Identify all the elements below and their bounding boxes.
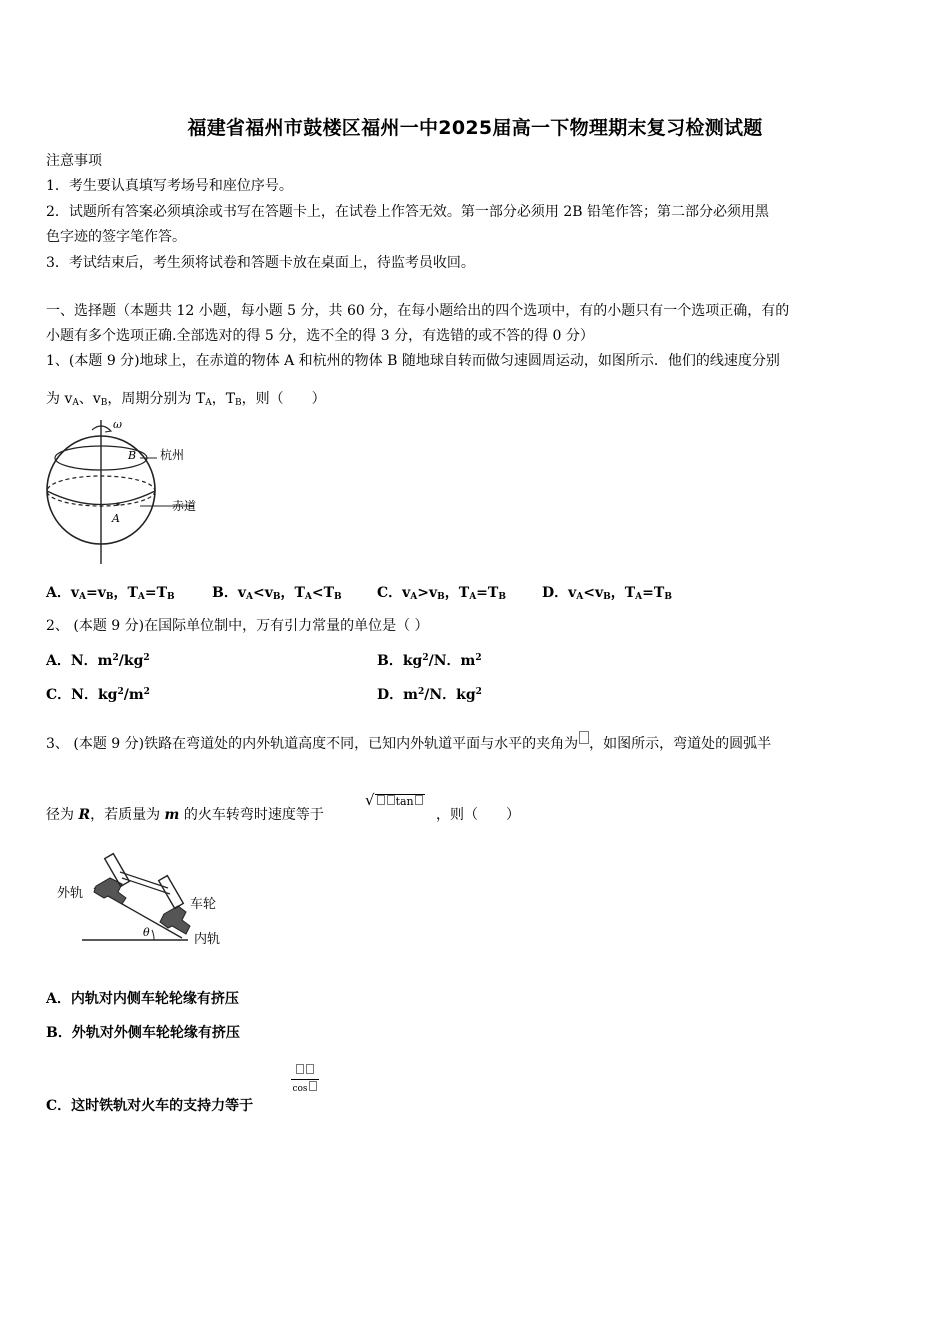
- railway-inner-label: 内轨: [194, 932, 221, 947]
- q3-fraction: cos: [291, 1064, 319, 1094]
- globe-hangzhou-label: 杭州: [160, 448, 185, 462]
- q1-option-d[interactable]: D．$v_A<v_B$，$T_A=T_B$: [542, 585, 672, 602]
- section-heading-line2: 小题有多个选项正确.全部选对的得 5 分，选不全的得 3 分，有选错的或不答的得 0 分）: [46, 328, 594, 344]
- notice-item-3: 3．考试结束后，考生须将试卷和答题卡放在桌面上，待监考员收回。: [46, 255, 475, 271]
- railway-outer-label: 外轨: [57, 886, 84, 901]
- notice-item-1: 1．考生要认真填写考场号和座位序号。: [46, 178, 293, 194]
- globe-equator-label: 赤道: [172, 499, 197, 513]
- railway-wheel-label: 车轮: [190, 897, 217, 912]
- q3-stem-line2-end: ，则（ ）: [436, 807, 520, 823]
- q3-option-b[interactable]: B．外轨对外侧车轮轮缘有挤压: [46, 1025, 240, 1041]
- notice-item-2a: 2．试题所有答案必须填涂或书写在答题卡上，在试卷上作答无效。第一部分必须用 2B 铅笔作答；第二部分必须用黑: [46, 204, 769, 220]
- q1-option-b[interactable]: B．$v_A<v_B$，$T_A<T_B$: [212, 585, 342, 602]
- q1-option-a[interactable]: A．$v_A=v_B$，$T_A=T_B$: [46, 585, 175, 602]
- globe-a-label: A: [112, 512, 120, 525]
- theta-placeholder-icon: [579, 731, 589, 744]
- section-heading-line1: 一、选择题（本题共 12 小题，每小题 5 分，共 60 分，在每小题给出的四个选项中，有的小题只有一个选项正确，有的: [46, 303, 790, 319]
- notice-item-2b: 色字迹的签字笔作答。: [46, 229, 186, 245]
- q1-stem-line2: 为 $v_A$、$v_B$，周期分别为 $T_A$，$T_B$，则（ ）: [46, 391, 326, 408]
- page-title: 福建省福州市鼓楼区福州一中2025届高一下物理期末复习检测试题: [187, 117, 763, 139]
- globe-b-label: B: [128, 449, 137, 462]
- q2-option-c[interactable]: C．N．$kg^2/m^2$: [46, 687, 150, 703]
- notice-heading: 注意事项: [46, 153, 102, 169]
- q3-option-c[interactable]: C．这时铁轨对火车的支持力等于: [46, 1098, 254, 1114]
- q1-stem-line1: 1、(本题 9 分)地球上，在赤道的物体 A 和杭州的物体 B 随地球自转而做匀速圆周运动，如图所示．他们的线速度分别: [46, 353, 780, 369]
- q2-option-d[interactable]: D．$m^2/N$．$kg^2$: [377, 687, 482, 703]
- q2-option-a[interactable]: A．N．$m^2/kg^2$: [46, 653, 150, 669]
- q2-stem: 2、 (本题 9 分)在国际单位制中，万有引力常量的单位是（ ）: [46, 618, 429, 634]
- railway-figure: [82, 848, 192, 944]
- q3-stem-line2: 径为 R，若质量为 m 的火车转弯时速度等于: [46, 807, 324, 823]
- q2-option-b[interactable]: B．$kg^2/N$．$m^2$: [377, 653, 482, 669]
- q3-sqrt-expression: √ tan: [365, 791, 425, 809]
- globe-figure: [44, 418, 214, 568]
- q3-stem-line1: 3、 (本题 9 分)铁路在弯道处的内外轨道高度不同，已知内外轨道平面与水平的夹角为 ，如图所示，弯道处的圆弧半: [46, 731, 771, 754]
- railway-theta-label: θ: [143, 926, 150, 939]
- globe-omega-label: ω: [113, 418, 122, 431]
- q1-option-c[interactable]: C．$v_A>v_B$，$T_A=T_B$: [377, 585, 506, 602]
- q3-option-a[interactable]: A．内轨对内侧车轮轮缘有挤压: [46, 991, 239, 1007]
